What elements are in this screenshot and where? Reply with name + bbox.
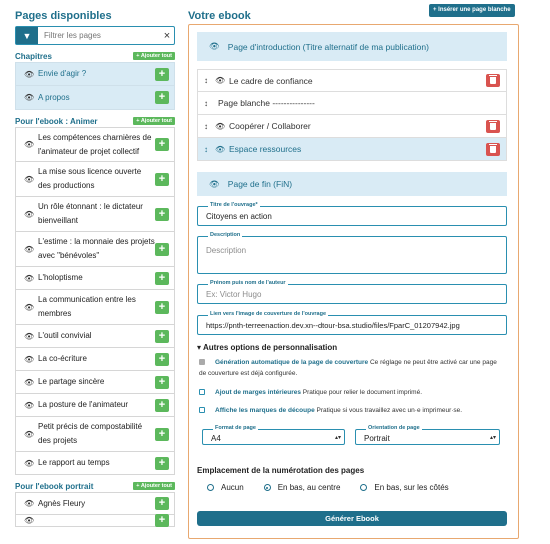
close-icon[interactable]: × [163, 29, 171, 42]
crop-text: Pratique si vous travaillez avec un·e imprimeur·se. [316, 407, 463, 414]
list-item-label: L'estime : la monnaie des projets avec "bénévoles" [38, 237, 155, 260]
trash-icon[interactable] [486, 120, 500, 133]
numbering-radios [207, 483, 469, 492]
ebook-page-list [197, 69, 507, 161]
add-icon[interactable]: + [155, 91, 169, 104]
auto-cover-text: Ce réglage ne peut être activé car une page de couverture est déjà configurée. [199, 359, 497, 377]
add-icon[interactable]: + [155, 173, 169, 186]
list-item-label: La mise sous licence ouverte des productions [38, 167, 142, 190]
eye-icon[interactable]: 👁 [24, 273, 35, 283]
add-all-button[interactable]: + Ajouter tout [133, 52, 175, 60]
add-icon[interactable]: + [155, 301, 169, 314]
move-icon[interactable]: ↕ [204, 144, 208, 154]
eye-icon[interactable]: 👁 [24, 429, 35, 439]
ebook-frame [188, 24, 519, 539]
list-item[interactable] [15, 452, 175, 475]
orientation-value: Portrait [364, 434, 390, 443]
eye-icon[interactable]: 👁 [24, 377, 35, 387]
numbering-option[interactable] [207, 483, 244, 492]
list-item[interactable] [15, 417, 175, 452]
section-header [15, 50, 175, 62]
ebook-page-label: Espace ressources [229, 144, 302, 154]
radio-button[interactable] [207, 484, 214, 491]
section-header [15, 115, 175, 127]
list-item-label: Agnès Fleury [38, 498, 86, 508]
list-item[interactable] [15, 371, 175, 394]
list-item[interactable] [15, 348, 175, 371]
eye-icon[interactable]: 👁 [24, 331, 35, 341]
list-item-label: L'outil convivial [38, 331, 92, 340]
ebook-page-label: Page blanche --------------- [218, 98, 315, 108]
description-field[interactable] [197, 232, 507, 274]
intro-page-label: Page d'introduction (Titre alternatif de ma publication) [227, 41, 429, 52]
end-page-label: Page de fin (FiN) [227, 179, 293, 189]
eye-icon[interactable]: 👁 [24, 354, 35, 364]
eye-icon[interactable]: 👁 [24, 516, 35, 525]
auto-cover-label: Génération automatique de la page de couverture [215, 359, 369, 366]
list-item-label: Le rapport au temps [38, 458, 110, 467]
page-format-label: Format de page [215, 425, 256, 431]
chevron-down-icon: ▴▾ [489, 435, 496, 441]
author-placeholder: Ex: Victor Hugo [206, 290, 262, 299]
add-icon[interactable]: + [155, 330, 169, 343]
ebook-page-label: Coopérer / Collaborer [229, 121, 311, 131]
available-pages-panel [15, 8, 175, 527]
orientation-select[interactable] [355, 425, 500, 445]
eye-icon[interactable]: 👁 [24, 458, 35, 468]
margins-label: Ajout de marges intérieures [215, 389, 301, 396]
move-icon[interactable]: ↕ [204, 121, 208, 131]
filter-input[interactable] [38, 31, 160, 40]
eye-icon[interactable]: 👁 [24, 244, 35, 254]
list-item-label: Le partage sincère [38, 377, 105, 386]
eye-icon[interactable]: 👁 [209, 178, 220, 189]
margins-checkbox[interactable] [199, 389, 205, 395]
title-field-label: Titre de l'ouvrage* [210, 202, 258, 208]
margins-text: Pratique pour relier le document imprimé. [302, 389, 423, 396]
eye-icon[interactable]: 👁 [215, 76, 226, 85]
description-placeholder: Description [206, 246, 247, 255]
title-field[interactable] [197, 202, 507, 226]
add-icon[interactable]: + [155, 272, 169, 285]
list-item-label: La communication entre les membres [38, 295, 136, 318]
cover-link-value: https://pnth-terreenaction.dev.xn--dtour-bsa.studio/files/FparC_01207942.jpg [206, 321, 460, 330]
filter-icon: ▼ [16, 27, 38, 44]
add-all-button[interactable]: + Ajouter tout [133, 482, 175, 490]
radio-button[interactable] [360, 484, 367, 491]
end-page-row[interactable] [197, 172, 507, 196]
trash-icon[interactable] [486, 74, 500, 87]
list-item-label: La posture de l'animateur [38, 400, 129, 409]
add-icon[interactable]: + [155, 457, 169, 470]
auto-cover-checkbox [199, 359, 205, 365]
list-item-label: Un rôle étonnant : le dictateur bienveillant [38, 202, 143, 225]
page-format-value: A4 [211, 434, 221, 443]
numbering-heading: Emplacement de la numérotation des pages [197, 466, 365, 475]
author-field-label: Prénom puis nom de l'auteur [210, 280, 286, 286]
list-item[interactable] [15, 162, 175, 197]
move-icon[interactable]: ↕ [204, 98, 208, 108]
section-header [15, 480, 175, 492]
add-icon[interactable]: + [155, 399, 169, 412]
add-icon[interactable]: + [155, 243, 169, 256]
numbering-option-label: En bas, au centre [277, 483, 341, 492]
add-icon[interactable]: + [155, 514, 169, 527]
eye-icon[interactable]: 👁 [24, 69, 35, 79]
list-item[interactable] [15, 232, 175, 267]
eye-icon[interactable]: 👁 [209, 41, 220, 51]
filter-box [15, 26, 175, 45]
eye-icon[interactable]: 👁 [24, 174, 35, 184]
eye-icon[interactable]: 👁 [24, 302, 35, 312]
eye-icon[interactable]: 👁 [24, 140, 35, 149]
list-item[interactable] [15, 62, 175, 86]
add-icon[interactable]: + [155, 208, 169, 221]
list-item[interactable] [15, 515, 175, 527]
numbering-option[interactable] [360, 483, 448, 492]
list-item-label: A propos [38, 92, 70, 102]
add-icon[interactable]: + [155, 376, 169, 389]
ebook-page-row[interactable] [197, 115, 507, 138]
list-item[interactable] [15, 127, 175, 162]
add-icon[interactable]: + [155, 138, 169, 151]
insert-blank-page-button[interactable]: + Insérer une page blanche [429, 4, 515, 17]
crop-checkbox[interactable] [199, 407, 205, 413]
list-item[interactable] [15, 290, 175, 325]
section-title: Pour l'ebook : Animer [15, 116, 98, 126]
option-auto-cover [199, 357, 504, 379]
list-item-label: Envie d'agir ? [38, 69, 87, 78]
list-item[interactable] [15, 86, 175, 110]
add-icon[interactable]: + [155, 497, 169, 510]
chevron-down-icon: ▴▾ [334, 435, 341, 441]
add-icon[interactable]: + [155, 68, 169, 81]
eye-icon[interactable]: 👁 [24, 209, 35, 219]
options-toggle[interactable]: ▾ Autres options de personnalisation [197, 343, 338, 352]
add-icon[interactable]: + [155, 353, 169, 366]
radio-button[interactable] [264, 484, 271, 491]
section-title: Pour l'ebook portrait [15, 481, 94, 491]
ebook-page-row[interactable] [197, 138, 507, 161]
eye-icon[interactable]: 👁 [215, 144, 226, 154]
list-item[interactable] [15, 394, 175, 417]
list-item-label: L'holoptisme [38, 273, 83, 282]
list-item[interactable] [15, 267, 175, 290]
list-item[interactable] [15, 197, 175, 232]
move-icon[interactable]: ↕ [204, 76, 208, 85]
ebook-title: Votre ebook [188, 10, 251, 22]
option-margins [199, 387, 504, 398]
eye-icon[interactable]: 👁 [24, 499, 35, 508]
description-field-label: Description [210, 232, 241, 238]
section-title: Chapitres [15, 51, 52, 61]
list-item-label: La co-écriture [38, 354, 87, 363]
sections-container [15, 50, 175, 527]
cover-link-label: Lien vers l'image de couverture de l'ouvrage [210, 311, 327, 317]
ebook-page-row[interactable] [197, 69, 507, 92]
eye-icon[interactable]: 👁 [24, 93, 35, 102]
list-item-label: Les compétences charnières de l'animateur de projet collectif [38, 132, 152, 156]
list-item[interactable] [15, 325, 175, 348]
available-pages-title: Pages disponibles [15, 10, 112, 22]
add-all-button[interactable]: + Ajouter tout [133, 117, 175, 125]
option-crop-marks [199, 405, 504, 416]
numbering-option-label: En bas, sur les côtés [374, 483, 449, 492]
page-format-select[interactable] [202, 425, 345, 445]
title-field-value: Citoyens en action [206, 212, 272, 221]
trash-icon[interactable] [486, 143, 500, 156]
cover-link-field[interactable] [197, 311, 507, 335]
numbering-option[interactable] [264, 483, 341, 492]
intro-page-row[interactable] [197, 32, 507, 61]
add-icon[interactable]: + [155, 428, 169, 441]
eye-icon[interactable]: 👁 [24, 400, 35, 410]
list-item[interactable] [15, 492, 175, 515]
orientation-label: Orientation de page [368, 425, 420, 431]
crop-label: Affiche les marques de découpe [215, 407, 315, 414]
list-item-label: Petit précis de compostabilité des projets [38, 422, 143, 445]
ebook-page-label: Le cadre de confiance [229, 75, 313, 86]
numbering-option-label: Aucun [221, 483, 244, 492]
ebook-page-row[interactable] [197, 92, 507, 115]
eye-icon[interactable]: 👁 [215, 121, 226, 131]
generate-ebook-button[interactable]: Générer Ebook [197, 511, 507, 526]
author-field[interactable] [197, 280, 507, 304]
